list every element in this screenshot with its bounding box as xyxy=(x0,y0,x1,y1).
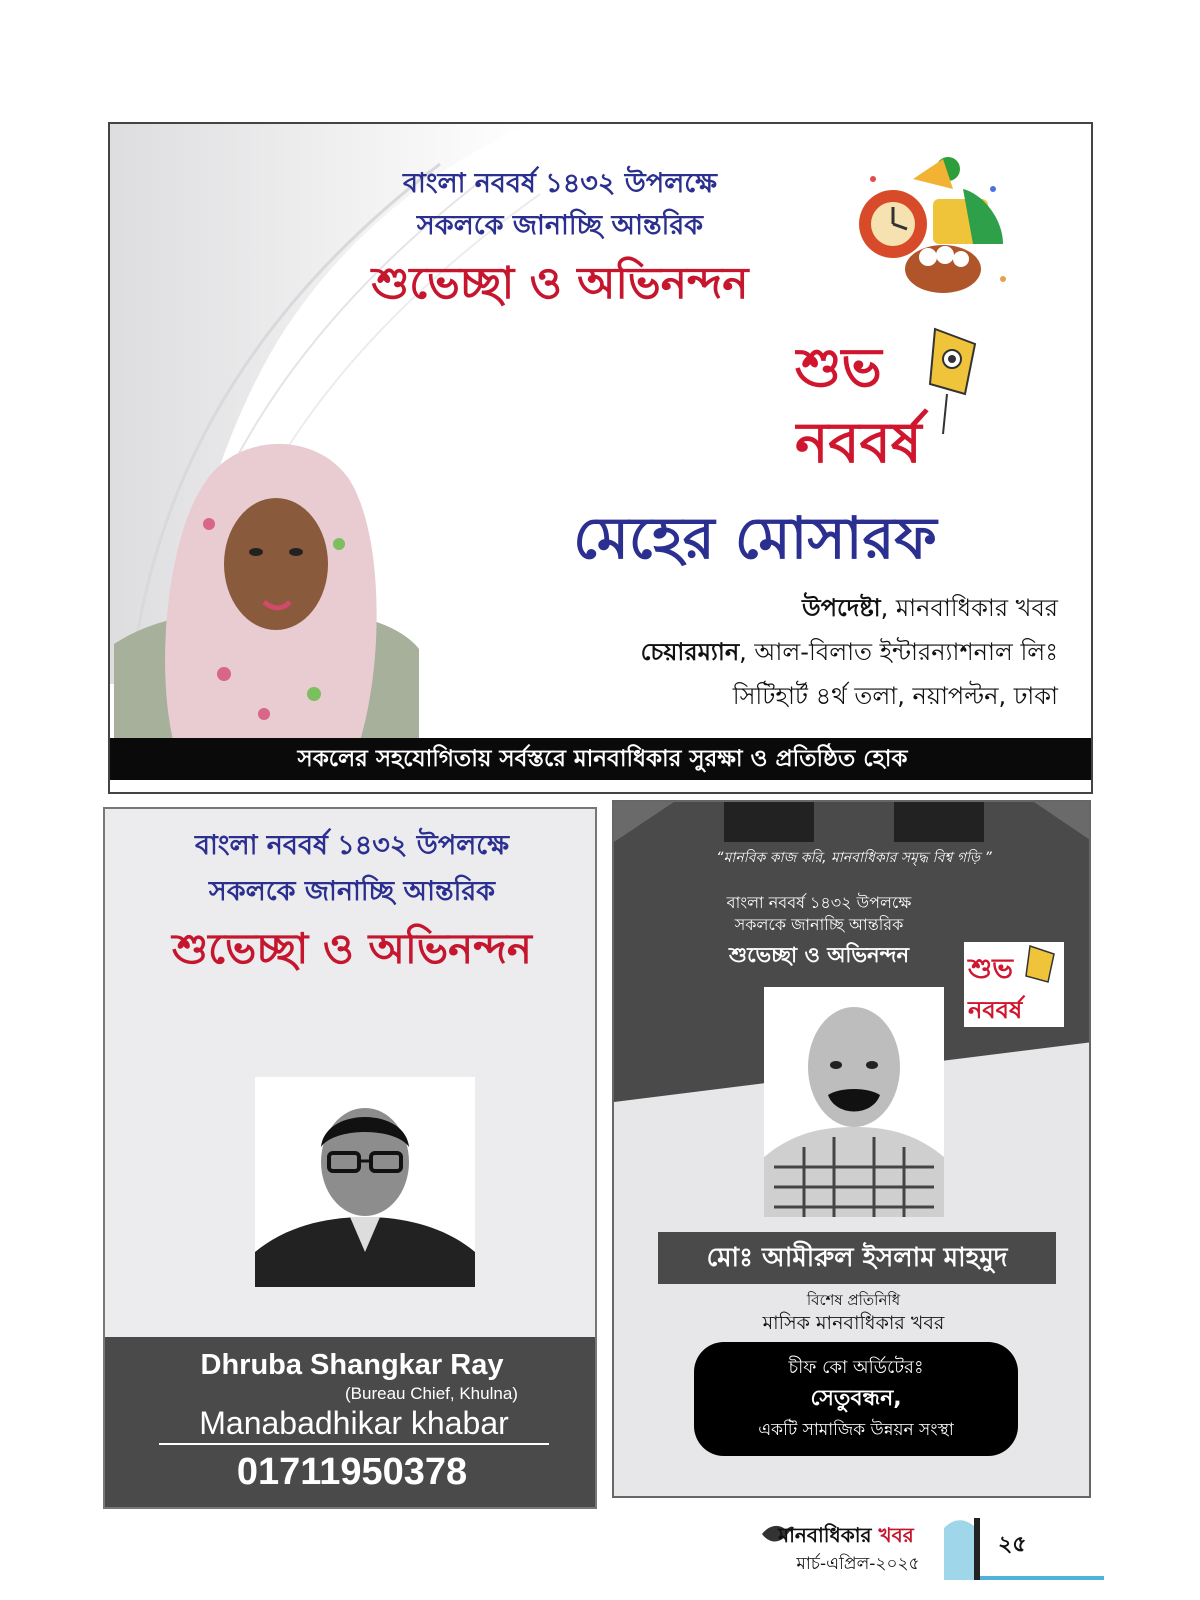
designation-2-org: , আল-বিলাত ইন্টারন্যাশনাল লিঃ xyxy=(739,638,1058,666)
designation-1-title: উপদেষ্টা xyxy=(802,594,881,622)
masthead-logo xyxy=(778,1522,938,1548)
person-title: বিশেষ প্রতিনিধি xyxy=(806,1291,901,1309)
designation-1-org: , মানবাধিকার খবর xyxy=(880,594,1058,622)
greeting-line-1: বাংলা নববর্ষ ১৪৩২ উপলক্ষে xyxy=(726,893,912,912)
greeting-line-3: শুভেচ্ছা ও অভিনন্দন xyxy=(729,943,909,967)
coordinator-label: চীফ কো অর্ডিটেরঃ xyxy=(788,1357,924,1378)
greeting-line-3: শুভেচ্ছা ও অভিনন্দন xyxy=(172,924,532,973)
ad-bottom-right xyxy=(612,800,1091,1498)
coordinator-box xyxy=(694,1342,1018,1456)
phone-number: 01711950378 xyxy=(236,1451,468,1493)
greeting-line-2: সকলকে জানাচ্ছি আন্তরিক xyxy=(208,876,496,907)
organization-name: Manabadhikar khabar xyxy=(159,1403,549,1445)
address-line: সিটিহার্ট ৪র্থ তলা, নয়াপল্টন, ঢাকা xyxy=(732,682,1058,710)
designation-2-title: চেয়ারম্যান xyxy=(640,638,740,666)
page-number: ২৫ xyxy=(998,1532,1027,1557)
motto-quote: “মানবিক কাজ করি, মানবাধিকার সমৃদ্ধ বিশ্ব গড়ি ” xyxy=(716,850,992,866)
designation-line-1 xyxy=(440,592,1058,624)
greeting-line-1: বাংলা নববর্ষ ১৪৩২ উপলক্ষে xyxy=(194,830,510,861)
issue-date: মার্চ-এপ্রিল-২০২৫ xyxy=(796,1554,920,1574)
coordinator-org: সেতুবন্ধন, xyxy=(810,1386,902,1411)
masthead-part-1: মানবাধিকার xyxy=(778,1523,872,1547)
person-name-bar: মোঃ আমীরুল ইসলাম মাহমুদ xyxy=(658,1232,1056,1284)
slogan-bar: সকলের সহযোগিতায় সর্বস্তরে মানবাধিকার সুরক্ষা ও প্রতিষ্ঠিত হোক xyxy=(110,738,1093,780)
greeting-line-2: সকলকে জানাচ্ছি আন্তরিক xyxy=(416,210,704,241)
portrait-photo xyxy=(255,1077,475,1287)
svg-text:শুভ: শুভ xyxy=(795,336,882,399)
page-footer xyxy=(760,1518,1180,1588)
svg-text:নববর্ষ: নববর্ষ xyxy=(795,411,922,474)
masthead-part-2: খবর xyxy=(871,1523,914,1547)
festival-illustration xyxy=(853,149,1013,299)
contact-panel xyxy=(105,1337,597,1509)
greeting-line-2: সকলকে জানাচ্ছি আন্তরিক xyxy=(734,915,904,934)
coordinator-desc: একটি সামাজিক উন্নয়ন সংস্থা xyxy=(758,1420,954,1440)
greeting-line-1: বাংলা নববর্ষ ১৪৩২ উপলক্ষে xyxy=(402,168,718,199)
person-name: Dhruba Shangkar Ray xyxy=(200,1349,504,1381)
portrait-photo xyxy=(764,987,944,1217)
person-name: মেহের মোসারফ xyxy=(573,504,937,572)
svg-text:নববর্ষ: নববর্ষ xyxy=(968,996,1023,1024)
svg-text:শুভ: শুভ xyxy=(968,952,1013,985)
person-role: (Bureau Chief, Khulna) xyxy=(345,1384,518,1403)
publication-name: মাসিক মানবাধিকার খবর xyxy=(762,1312,945,1334)
shubho-noboborsho-badge xyxy=(795,324,995,474)
designation-line-2 xyxy=(440,636,1058,668)
greeting-line-3: শুভেচ্ছা ও অভিনন্দন xyxy=(371,258,749,309)
ad-bottom-left xyxy=(103,807,597,1509)
shubho-noboborsho-badge xyxy=(964,942,1064,1027)
portrait-photo xyxy=(114,414,434,754)
ad-top xyxy=(108,122,1093,794)
